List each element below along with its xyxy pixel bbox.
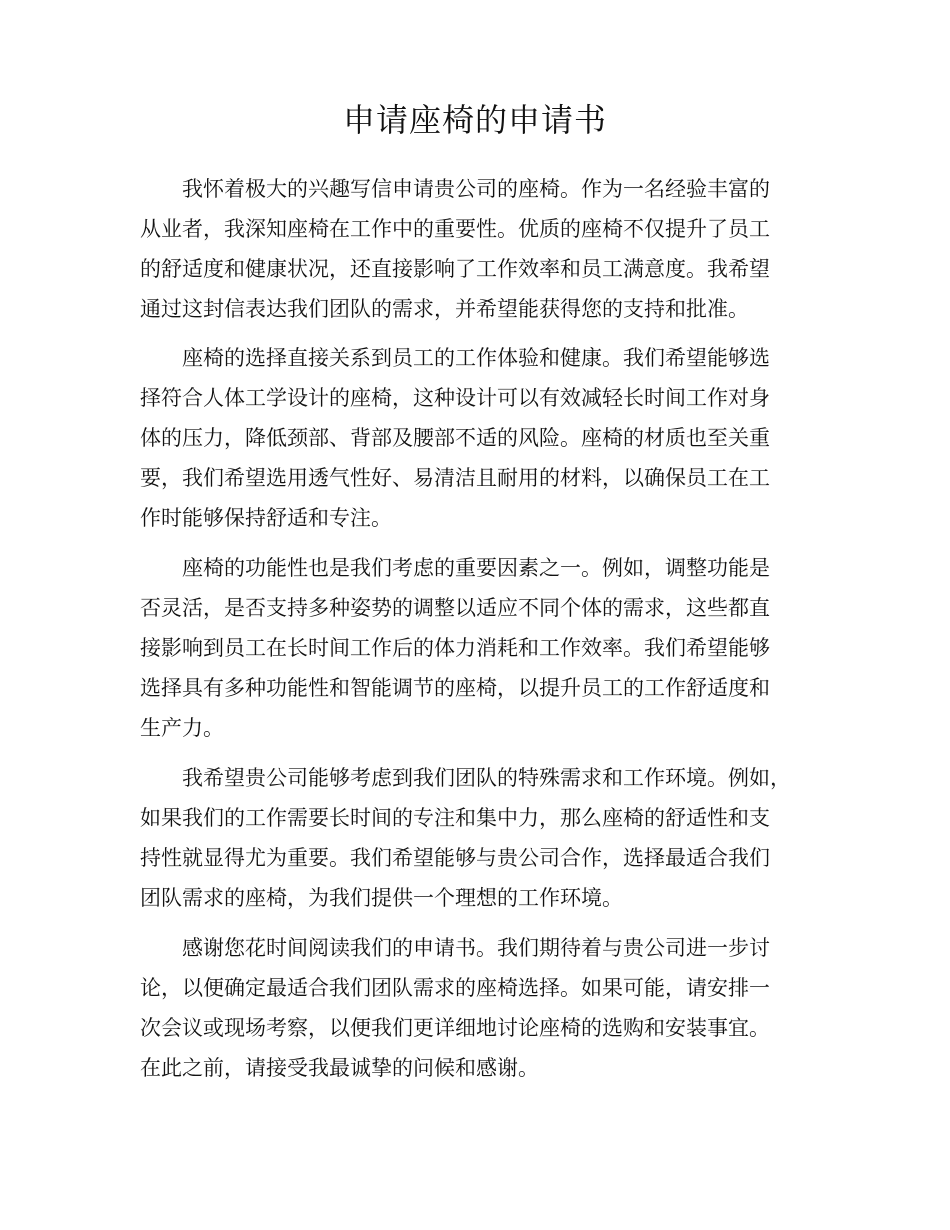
paragraph-4-line: 我希望贵公司能够考虑到我们团队的特殊需求和工作环境。例如， [182,766,791,790]
paragraph-1-line: 的舒适度和健康状况，还直接影响了工作效率和员工满意度。我希望 [140,257,770,281]
paragraph-2-line: 体的压力，降低颈部、背部及腰部不适的风险。座椅的材质也至关重 [140,426,770,450]
paragraph-3-line: 接影响到员工在长时间工作后的体力消耗和工作效率。我们希望能够 [140,636,770,660]
paragraph-2-line: 要，我们希望选用透气性好、易清洁且耐用的材料，以确保员工在工 [140,466,770,490]
paragraph-5-line: 感谢您花时间阅读我们的申请书。我们期待着与贵公司进一步讨 [182,936,770,960]
paragraph-4-line: 团队需求的座椅，为我们提供一个理想的工作环境。 [140,886,623,910]
paragraph-2-line: 作时能够保持舒适和专注。 [140,506,392,530]
paragraph-2-line: 座椅的选择直接关系到员工的工作体验和健康。我们希望能够选 [182,346,770,370]
paragraph-2-line: 择符合人体工学设计的座椅，这种设计可以有效减轻长时间工作对身 [140,386,770,410]
paragraph-1-line: 我怀着极大的兴趣写信申请贵公司的座椅。作为一名经验丰富的 [182,177,770,201]
paragraph-5-line: 在此之前，请接受我最诚挚的问候和感谢。 [140,1056,539,1080]
paragraph-3-line: 生产力。 [140,716,224,740]
paragraph-3-line: 否灵活，是否支持多种姿势的调整以适应不同个体的需求，这些都直 [140,596,770,620]
paragraph-1-line: 通过这封信表达我们团队的需求，并希望能获得您的支持和批准。 [140,297,749,321]
paragraph-4-line: 持性就显得尤为重要。我们希望能够与贵公司合作，选择最适合我们 [140,846,770,870]
paragraph-5-line: 次会议或现场考察，以便我们更详细地讨论座椅的选购和安装事宜。 [140,1016,770,1040]
document-title: 申请座椅的申请书 [342,101,607,139]
paragraph-3-line: 选择具有多种功能性和智能调节的座椅，以提升员工的工作舒适度和 [140,676,770,700]
paragraph-3-line: 座椅的功能性也是我们考虑的重要因素之一。例如，调整功能是 [182,556,770,580]
paragraph-4-line: 如果我们的工作需要长时间的专注和集中力，那么座椅的舒适性和支 [140,806,770,830]
paragraph-1-line: 从业者，我深知座椅在工作中的重要性。优质的座椅不仅提升了员工 [140,217,770,241]
paragraph-5-line: 论，以便确定最适合我们团队需求的座椅选择。如果可能，请安排一 [140,976,770,1000]
